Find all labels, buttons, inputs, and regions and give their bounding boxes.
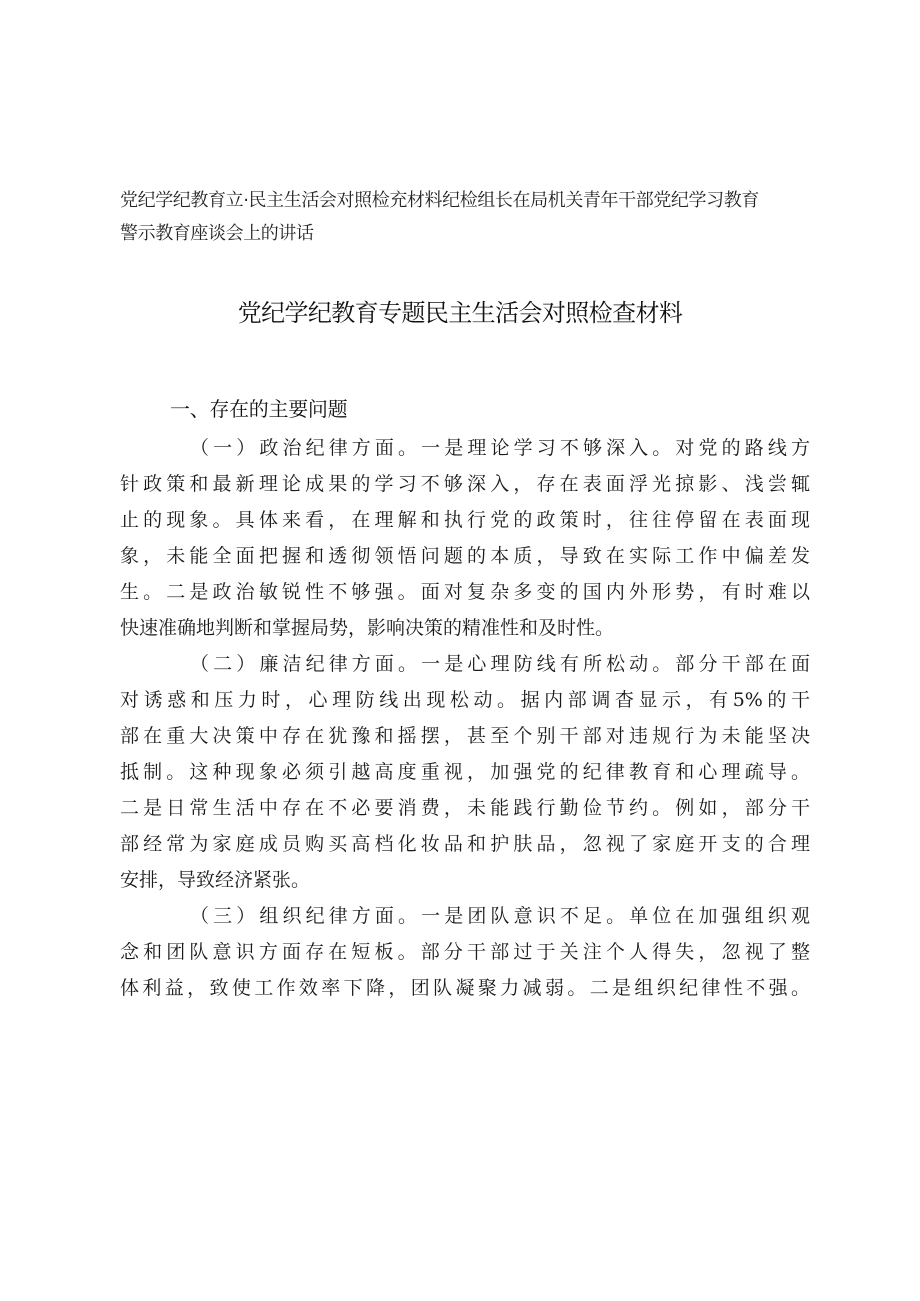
paragraph-organizational-discipline bbox=[120, 898, 810, 1006]
paragraph-line: 生。二是政治敏锐性不够强。面对复杂多变的国内外形势，有时难以 bbox=[120, 581, 810, 603]
document-header bbox=[120, 184, 820, 250]
header-line: 党纪学纪教育立·民主生活会对照检充材料纪检组长在局机关青年干部党纪学习教育 bbox=[120, 190, 759, 211]
paragraph-line: 二是日常生活中存在不必要消费，未能践行勤俭节约。例如，部分干 bbox=[120, 797, 810, 819]
paragraph-line: 快速准确地判断和掌握局势，影响决策的精准性和及时性。 bbox=[120, 617, 615, 639]
paragraph-line: 象，未能全面把握和透彻领悟问题的本质，导致在实际工作中偏差发 bbox=[120, 545, 810, 567]
paragraph-line: 念和团队意识方面存在短板。部分干部过于关注个人得失，忽视了整 bbox=[120, 941, 810, 963]
body-text bbox=[120, 430, 810, 1006]
paragraph-political-discipline bbox=[120, 430, 810, 646]
paragraph-line: 安排，导致经济紧张。 bbox=[120, 869, 311, 891]
paragraph-line: （二）廉洁纪律方面。一是心理防线有所松动。部分干部在面 bbox=[190, 653, 810, 675]
paragraph-line: 抵制。这种现象必须引越高度重视，加强党的纪律教育和心理疏导。 bbox=[120, 761, 810, 783]
header-line: 警示教育座谈会上的讲话 bbox=[120, 223, 314, 244]
document-title: 党纪学纪教育专题民主生活会对照检查材料 bbox=[237, 299, 683, 327]
section-heading: 一、存在的主要问题 bbox=[170, 397, 348, 421]
paragraph-line: 止的现象。具体来看，在理解和执行党的政策时，往往停留在表面现 bbox=[120, 509, 810, 531]
paragraph-integrity-discipline bbox=[120, 646, 810, 898]
paragraph-line: 体利益，致使工作效率下降，团队凝聚力减弱。二是组织纪律性不强。 bbox=[120, 977, 810, 999]
paragraph-line: 部在重大决策中存在犹豫和摇摆，甚至个别干部对违规行为未能坚决 bbox=[120, 725, 810, 747]
paragraph-line: 针政策和最新理论成果的学习不够深入，存在表面浮光掠影、浅尝辄 bbox=[120, 473, 810, 495]
paragraph-line: 对诱惑和压力时，心理防线出现松动。据内部调杳显示，有5%的干 bbox=[120, 689, 810, 711]
paragraph-line: （三）组织纪律方面。一是团队意识不足。单位在加强组织观 bbox=[190, 905, 810, 927]
paragraph-line: （一）政治纪律方面。一是理论学习不够深入。对党的路线方 bbox=[190, 437, 810, 459]
paragraph-line: 部经常为家庭成员购买高档化妆品和护肤品，忽视了家庭开支的合理 bbox=[120, 833, 810, 855]
